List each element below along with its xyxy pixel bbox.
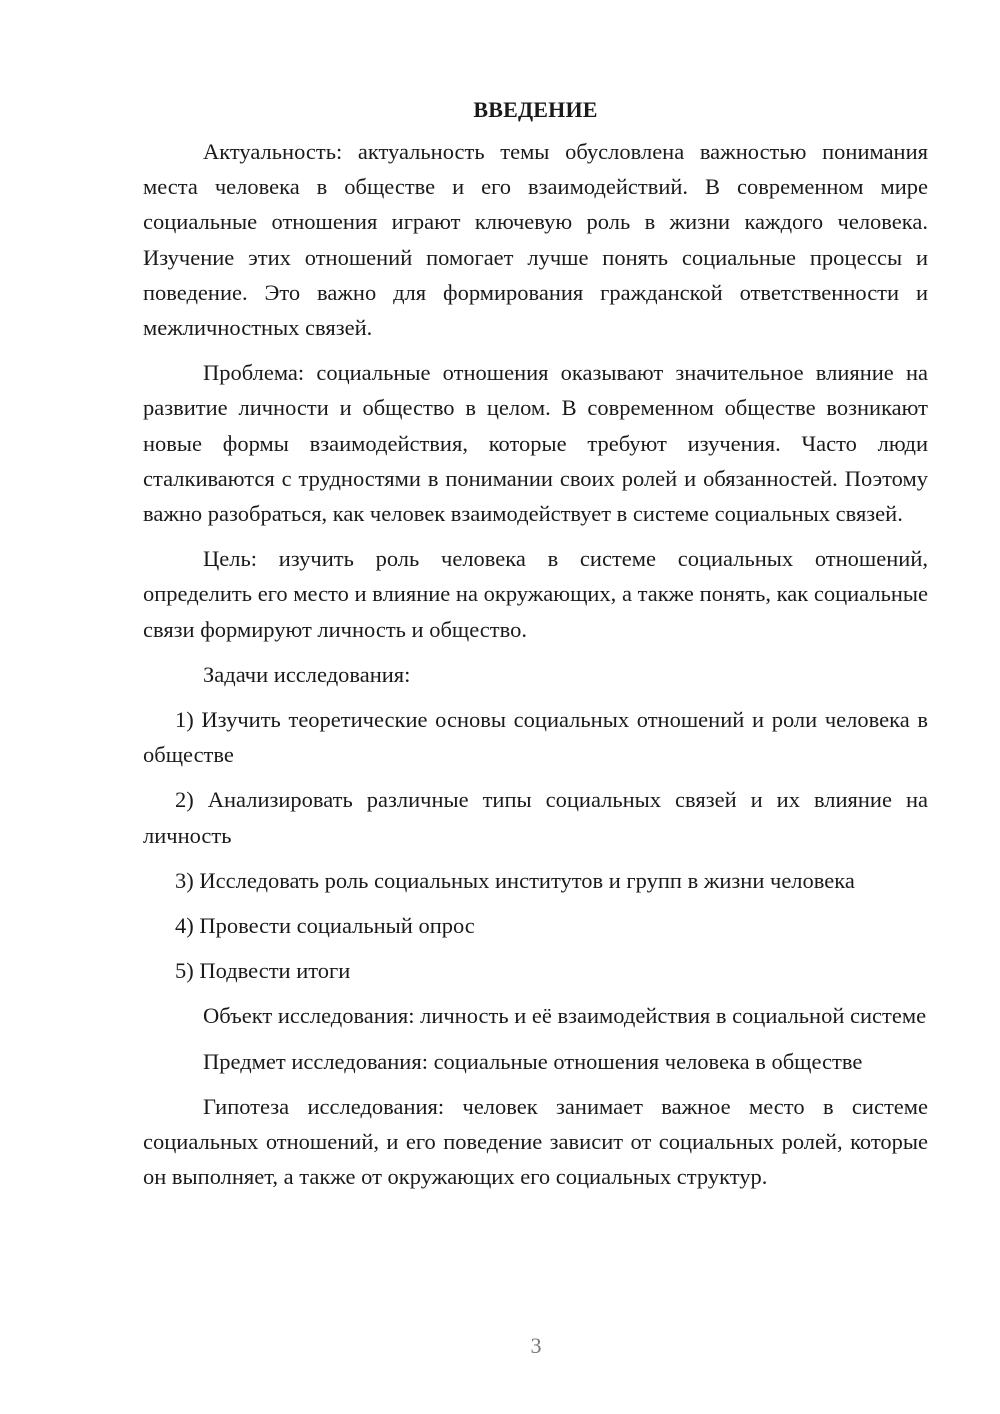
subject-paragraph: Предмет исследования: социальные отношения человека в обществе <box>203 1048 863 1074</box>
task-item: 5) Подвести итоги <box>175 958 351 984</box>
problem-paragraph: Проблема: социальные отношения оказывают значительное влияние на развитие личности и общество в целом. В современном обществе возникают новые формы взаимодействия, которые требуют изучения. Часто люди сталкиваются с трудностями в понимании своих ролей и обязанностей. Поэтому важно разобраться, как человек взаимодействует в системе социальных связей. <box>143 360 928 527</box>
document-page <box>143 92 928 1204</box>
task-item: 4) Провести социальный опрос <box>175 913 475 939</box>
relevance-paragraph: Актуальность: актуальность темы обусловлена важностью понимания места человека в обществе и его взаимодействий. В современном мире социальные отношения играют ключевую роль в жизни каждого человека. Изучение этих отношений помогает лучше понять социальные процессы и поведение. Это важно для формирования гражданской ответственности и межличностных связей. <box>143 139 928 341</box>
tasks-list <box>143 702 928 988</box>
goal-paragraph: Цель: изучить роль человека в системе социальных отношений, определить его место и влияние на окружающих, а также понять, как социальные связи формируют личность и общество. <box>143 546 928 642</box>
task-item: 3) Исследовать роль социальных институтов и групп в жизни человека <box>175 867 855 893</box>
page-title: ВВЕДЕНИЕ <box>473 97 598 122</box>
task-item: 2) Анализировать различные типы социальных связей и их влияние на личность <box>143 787 928 848</box>
page-number: 3 <box>530 1333 542 1358</box>
hypothesis-paragraph: Гипотеза исследования: человек занимает важное место в системе социальных отношений, и его поведение зависит от социальных ролей, которые он выполняет, а также от окружающих его социальных структур. <box>143 1093 928 1190</box>
tasks-heading: Задачи исследования: <box>203 661 411 687</box>
task-item: 1) Изучить теоретические основы социальных отношений и роли человека в обществе <box>143 707 928 768</box>
object-paragraph: Объект исследования: личность и её взаимодействия в социальной системе <box>203 1003 927 1029</box>
